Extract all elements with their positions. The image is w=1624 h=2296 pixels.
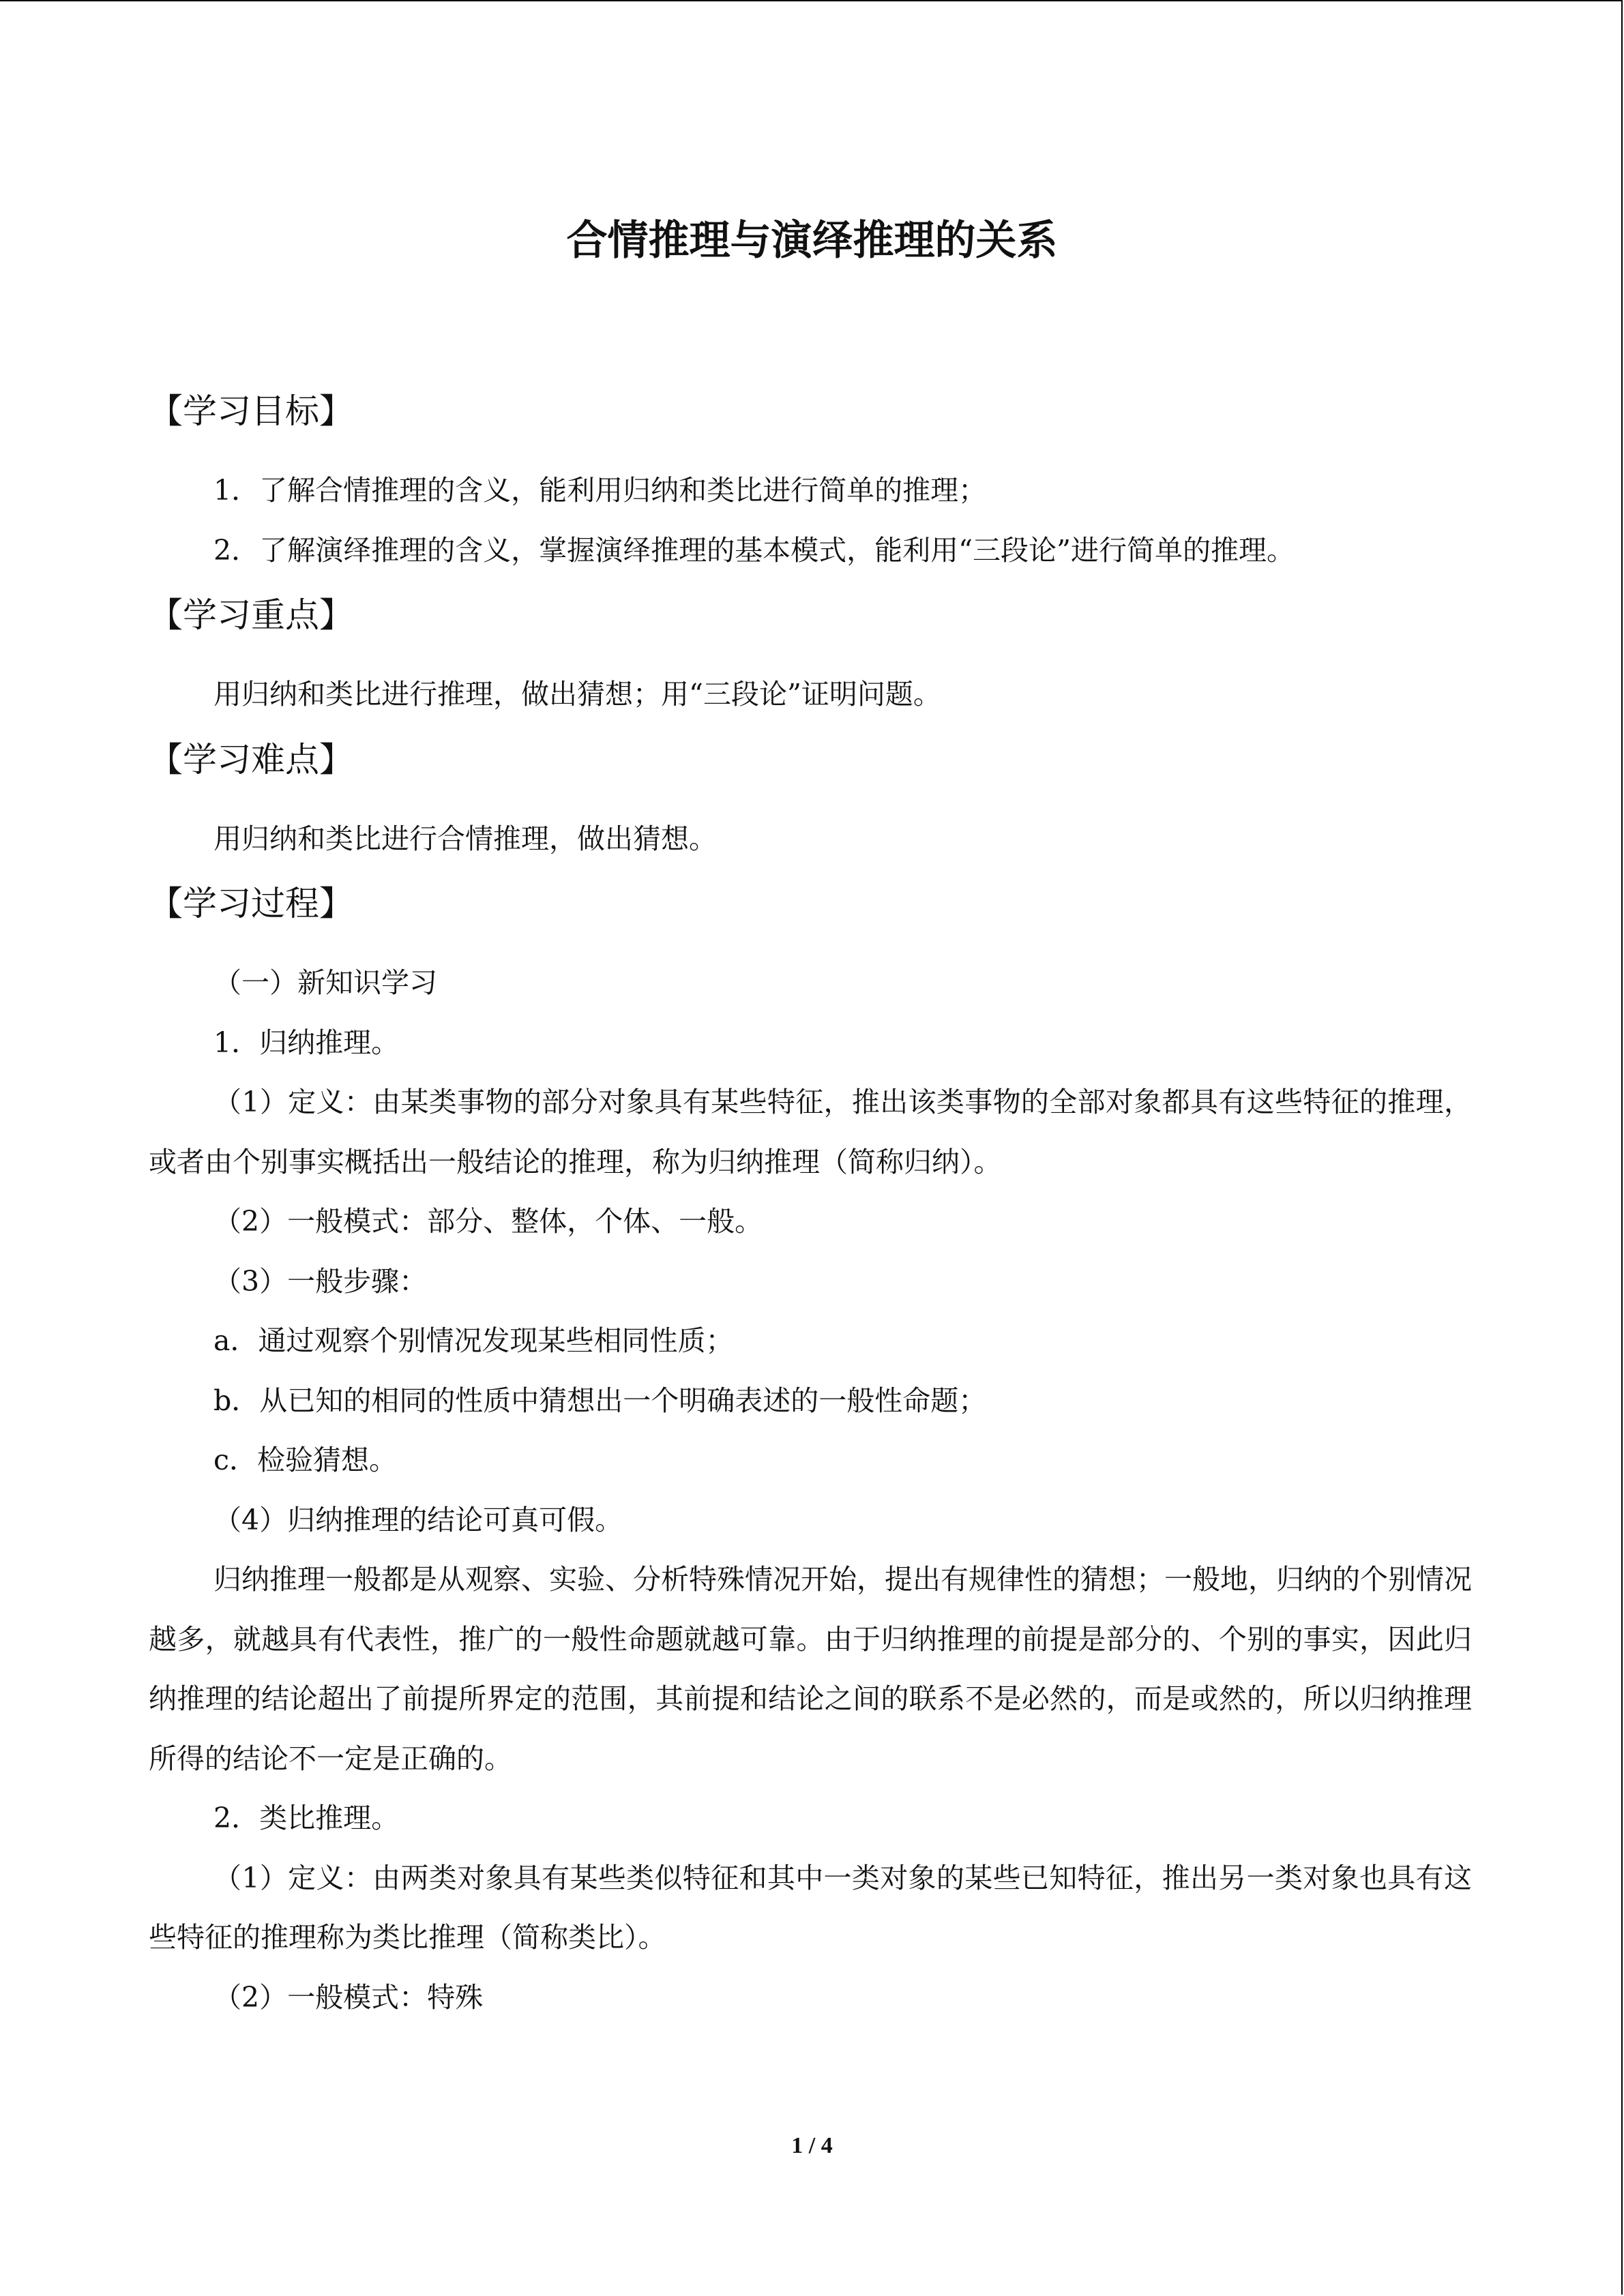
process-line: 归纳推理一般都是从观察、实验、分析特殊情况开始，提出有规律性的猜想；一般地，归纳的个别情况越多，就越具有代表性，推广的一般性命题就越可靠。由于归纳推理的前提是部分的、个别的事实，因此归纳推理的结论超出了前提所界定的范围，其前提和结论之间的联系不是必然的，而是或然的，所以归纳推理所得的结论不一定是正确的。 [149, 1563, 1472, 1775]
page-number: 1 / 4 [791, 2133, 833, 2158]
process-line: （4）归纳推理的结论可真可假。 [213, 1503, 623, 1536]
process-line: a．通过观察个别情况发现某些相同性质； [213, 1324, 734, 1357]
goal-item: 2．了解演绎推理的含义，掌握演绎推理的基本模式，能利用“三段论”进行简单的推理。 [213, 533, 1295, 567]
page-title: 合情推理与演绎推理的关系 [566, 217, 1058, 265]
document-body [149, 382, 1472, 2027]
process-line: c．检验猜想。 [213, 1444, 397, 1476]
key-points-text: 用归纳和类比进行推理，做出猜想；用“三段论”证明问题。 [213, 678, 941, 711]
process-line: （2）一般模式：部分、整体，个体、一般。 [213, 1205, 763, 1238]
heading-process: 【学习过程】 [149, 884, 353, 923]
process-line: 2．类比推理。 [213, 1802, 400, 1834]
process-line: （一）新知识学习 [213, 966, 437, 999]
process-line: 1．归纳推理。 [213, 1026, 400, 1059]
heading-goals: 【学习目标】 [149, 391, 353, 431]
heading-difficulties: 【学习难点】 [149, 739, 353, 779]
goal-item: 1．了解合情推理的含义，能利用归纳和类比进行简单的推理； [213, 474, 987, 507]
difficulties-text: 用归纳和类比进行合情推理，做出猜想。 [213, 822, 717, 855]
heading-key-points: 【学习重点】 [149, 595, 353, 635]
process-line: （1）定义：由两类对象具有某些类似特征和其中一类对象的某些已知特征，推出另一类对象也具有这些特征的推理称为类比推理（简称类比）。 [149, 1861, 1472, 1954]
process-line: b．从已知的相同的性质中猜想出一个明确表述的一般性命题； [213, 1384, 987, 1417]
process-line: （1）定义：由某类事物的部分对象具有某些特征，推出该类事物的全部对象都具有这些特征的推理，或者由个别事实概括出一般结论的推理，称为归纳推理（简称归纳）。 [149, 1086, 1472, 1178]
process-line: （3）一般步骤： [213, 1264, 428, 1298]
process-line: （2）一般模式：特殊 [213, 1980, 484, 2014]
